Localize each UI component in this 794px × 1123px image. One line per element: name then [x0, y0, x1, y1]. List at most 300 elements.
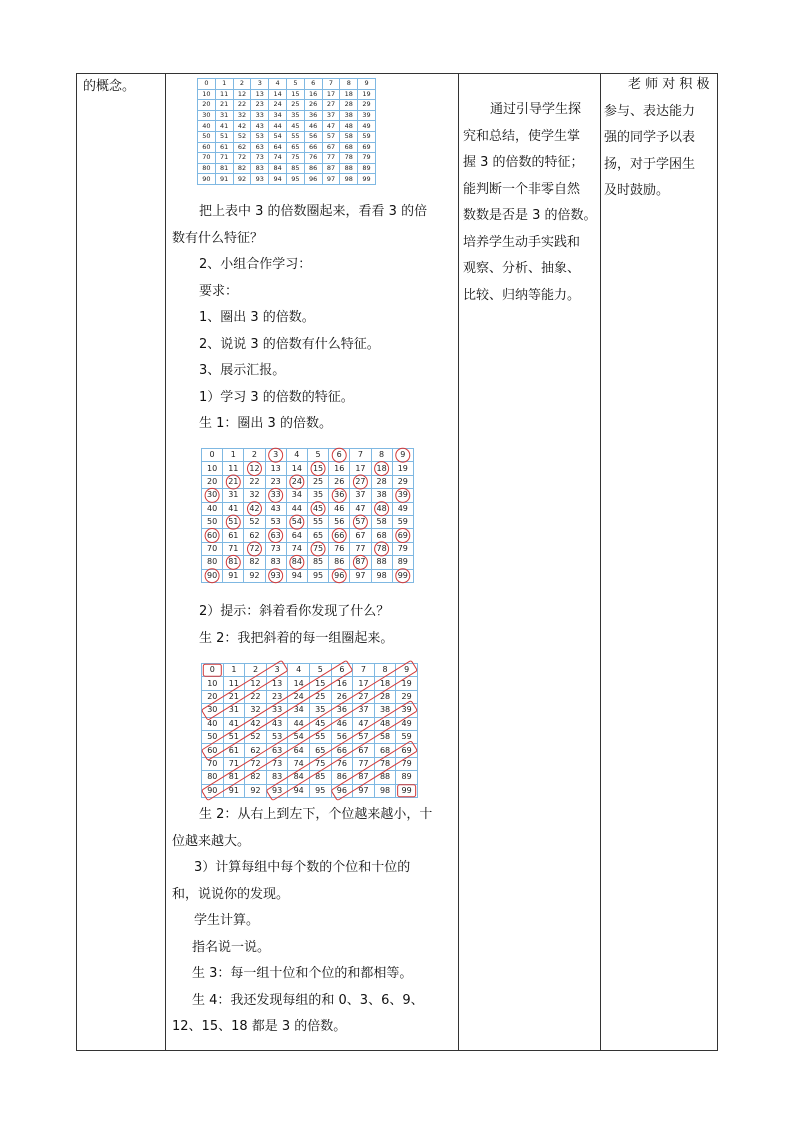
grid-cell: 55	[286, 131, 304, 142]
grid-cell: 46	[331, 717, 353, 730]
grid-cell: 8	[374, 664, 396, 677]
grid-cell: 0	[202, 449, 223, 462]
grid-cell: 89	[396, 771, 418, 784]
grid-cell: 3	[265, 449, 286, 462]
grid-cell: 8	[340, 79, 358, 90]
student-answer: 生 4：我还发现每组的和 0、3、6、9、	[192, 992, 424, 1008]
grid-cell: 94	[286, 569, 307, 582]
grid-cell: 30	[198, 110, 216, 121]
grid-cell: 41	[215, 121, 233, 132]
grid-cell: 29	[396, 690, 418, 703]
grid-cell: 95	[309, 784, 331, 797]
intent-line: 握 3 的倍数的特征；	[463, 155, 584, 170]
instruction-line: 数有什么特征？	[172, 230, 264, 246]
grid-cell: 68	[371, 529, 392, 542]
grid-cell: 92	[245, 784, 267, 797]
grid-cell: 25	[309, 690, 331, 703]
grid-row	[202, 730, 418, 743]
grid-cell: 78	[340, 153, 358, 164]
grid-cell: 40	[202, 502, 223, 515]
grid-row	[202, 556, 414, 569]
grid-cell: 70	[202, 757, 224, 770]
grid-cell: 72	[244, 542, 265, 555]
grid-cell: 39	[392, 489, 413, 502]
grid-cell: 34	[288, 704, 310, 717]
grid-cell: 62	[233, 142, 251, 153]
grid-cell: 22	[233, 100, 251, 111]
grid-cell: 94	[269, 174, 287, 185]
grid-cell: 57	[322, 131, 340, 142]
grid-cell: 13	[266, 677, 288, 690]
grid-cell: 45	[307, 502, 328, 515]
grid-cell: 59	[392, 515, 413, 528]
grid-cell: 38	[371, 489, 392, 502]
grid-cell: 81	[223, 771, 245, 784]
requirement-item: 3、展示汇报。	[199, 363, 286, 378]
grid-cell: 7	[353, 664, 375, 677]
grid-cell: 69	[396, 744, 418, 757]
grid-cell: 53	[265, 515, 286, 528]
grid-cell: 22	[244, 475, 265, 488]
grid-row	[202, 542, 414, 555]
grid-cell: 9	[396, 664, 418, 677]
grid-cell: 1	[215, 79, 233, 90]
grid-row	[202, 489, 414, 502]
grid-row	[198, 89, 376, 100]
grid-cell: 59	[396, 730, 418, 743]
grid-cell: 54	[288, 730, 310, 743]
grid-row	[198, 174, 376, 185]
grid-cell: 88	[374, 771, 396, 784]
grid-cell: 28	[374, 690, 396, 703]
grid-cell: 49	[396, 717, 418, 730]
grid-cell: 21	[223, 690, 245, 703]
grid-cell: 77	[353, 757, 375, 770]
subsection-heading: 3）计算每组中每个数的个位和十位的	[194, 860, 411, 875]
grid-cell: 13	[251, 89, 269, 100]
grid-cell: 74	[286, 542, 307, 555]
grid-cell: 66	[329, 529, 350, 542]
grid-cell: 50	[202, 515, 223, 528]
grid-cell: 48	[340, 121, 358, 132]
grid-cell: 12	[245, 677, 267, 690]
grid-cell: 85	[286, 163, 304, 174]
grid-cell: 75	[307, 542, 328, 555]
grid-cell: 26	[331, 690, 353, 703]
grid-cell: 33	[265, 489, 286, 502]
grid-cell: 44	[286, 502, 307, 515]
grid-cell: 88	[340, 163, 358, 174]
col2-block-c	[172, 802, 454, 1041]
grid-cell: 44	[269, 121, 287, 132]
grid-cell: 7	[322, 79, 340, 90]
grid-cell: 24	[269, 100, 287, 111]
grid-cell: 55	[307, 515, 328, 528]
col3-design-intent	[463, 97, 597, 309]
grid-cell: 76	[304, 153, 322, 164]
grid-row	[202, 717, 418, 730]
grid-cell: 28	[340, 100, 358, 111]
grid-cell: 80	[202, 556, 223, 569]
grid-cell: 15	[309, 677, 331, 690]
column-divider	[600, 74, 601, 1050]
grid-cell: 62	[245, 744, 267, 757]
grid-cell: 2	[233, 79, 251, 90]
subsection-heading: 和，说说你的发现。	[172, 886, 290, 902]
grid-cell: 78	[374, 757, 396, 770]
grid-cell: 47	[350, 502, 371, 515]
grid-cell: 58	[374, 730, 396, 743]
grid-row	[198, 100, 376, 111]
grid-cell: 63	[251, 142, 269, 153]
grid-cell: 62	[244, 529, 265, 542]
grid-row	[202, 502, 414, 515]
grid-cell: 35	[286, 110, 304, 121]
grid-cell: 83	[251, 163, 269, 174]
grid-cell: 98	[340, 174, 358, 185]
grid-cell: 71	[223, 757, 245, 770]
grid-cell: 86	[331, 771, 353, 784]
grid-cell: 25	[307, 475, 328, 488]
grid-cell: 67	[350, 529, 371, 542]
intent-line: 观察、分析、抽象、	[463, 261, 581, 276]
grid-cell: 24	[288, 690, 310, 703]
col2-block-a	[172, 199, 454, 438]
grid-cell: 73	[266, 757, 288, 770]
grid-cell: 16	[331, 677, 353, 690]
grid-cell: 97	[350, 569, 371, 582]
grid-cell: 43	[251, 121, 269, 132]
grid-cell: 46	[329, 502, 350, 515]
grid-cell: 32	[244, 489, 265, 502]
grid-cell: 99	[392, 569, 413, 582]
grid-cell: 88	[371, 556, 392, 569]
grid-cell: 93	[265, 569, 286, 582]
grid-cell: 38	[340, 110, 358, 121]
grid-cell: 23	[251, 100, 269, 111]
intent-line: 数数是否是 3 的倍数。	[463, 208, 597, 223]
grid-cell: 79	[396, 757, 418, 770]
grid-cell: 51	[223, 515, 244, 528]
grid-cell: 65	[309, 744, 331, 757]
grid-row	[198, 121, 376, 132]
grid-cell: 65	[307, 529, 328, 542]
grid-cell: 39	[396, 704, 418, 717]
col2-block-b	[172, 599, 454, 652]
grid-cell: 15	[286, 89, 304, 100]
student-answer: 生 2：从右上到左下，个位越来越小，十	[199, 807, 433, 822]
grid-cell: 60	[198, 142, 216, 153]
grid-cell: 73	[251, 153, 269, 164]
grid-cell: 1	[223, 664, 245, 677]
grid-row	[198, 163, 376, 174]
grid-cell: 52	[245, 730, 267, 743]
grid-cell: 90	[198, 174, 216, 185]
hundred-chart-blank	[197, 78, 376, 185]
grid-cell: 84	[269, 163, 287, 174]
grid-cell: 78	[371, 542, 392, 555]
intent-line: 究和总结，使学生掌	[463, 128, 581, 144]
grid-row	[198, 153, 376, 164]
intent-line: 比较、归纳等能力。	[463, 287, 581, 303]
grid-cell: 19	[358, 89, 376, 100]
grid-cell: 7	[350, 449, 371, 462]
grid-cell: 86	[304, 163, 322, 174]
requirements-label: 要求：	[199, 283, 239, 299]
grid-cell: 23	[265, 475, 286, 488]
grid-cell: 57	[353, 730, 375, 743]
grid-cell: 75	[309, 757, 331, 770]
grid-cell: 42	[244, 502, 265, 515]
hundred-chart-circled	[201, 448, 414, 583]
grid-cell: 45	[309, 717, 331, 730]
grid-cell: 8	[371, 449, 392, 462]
grid-cell: 66	[331, 744, 353, 757]
grid-cell: 4	[286, 449, 307, 462]
grid-cell: 24	[286, 475, 307, 488]
grid-cell: 41	[223, 717, 245, 730]
grid-cell: 5	[309, 664, 331, 677]
subsection-heading: 1）学习 3 的倍数的特征。	[199, 389, 354, 405]
grid-cell: 96	[331, 784, 353, 797]
section-heading: 2、小组合作学习：	[199, 257, 312, 272]
column-divider	[165, 74, 166, 1050]
grid-cell: 45	[286, 121, 304, 132]
grid-cell: 99	[358, 174, 376, 185]
grid-cell: 67	[322, 142, 340, 153]
grid-cell: 29	[358, 100, 376, 111]
grid-cell: 49	[392, 502, 413, 515]
grid-cell: 92	[233, 174, 251, 185]
grid-cell: 89	[392, 556, 413, 569]
grid-cell: 12	[233, 89, 251, 100]
grid-cell: 76	[329, 542, 350, 555]
grid-cell: 91	[215, 174, 233, 185]
grid-cell: 6	[331, 664, 353, 677]
grid-cell: 56	[331, 730, 353, 743]
instruction-line: 把上表中 3 的倍数圈起来，看看 3 的倍	[199, 204, 428, 219]
grid-row	[202, 475, 414, 488]
grid-cell: 36	[329, 489, 350, 502]
grid-cell: 23	[266, 690, 288, 703]
grid-cell: 0	[198, 79, 216, 90]
grid-cell: 40	[202, 717, 224, 730]
grid-cell: 11	[223, 677, 245, 690]
grid-cell: 53	[251, 131, 269, 142]
grid-cell: 59	[358, 131, 376, 142]
eval-line: 扬，对于学困生	[604, 156, 696, 172]
grid-cell: 4	[288, 664, 310, 677]
grid-cell: 94	[288, 784, 310, 797]
grid-row	[202, 784, 418, 797]
grid-cell: 11	[223, 462, 244, 475]
grid-cell: 27	[350, 475, 371, 488]
grid-cell: 69	[392, 529, 413, 542]
grid-cell: 96	[329, 569, 350, 582]
grid-cell: 48	[374, 717, 396, 730]
grid-cell: 82	[233, 163, 251, 174]
grid-cell: 6	[304, 79, 322, 90]
grid-cell: 9	[392, 449, 413, 462]
grid-row	[202, 704, 418, 717]
grid-cell: 64	[286, 529, 307, 542]
grid-cell: 46	[304, 121, 322, 132]
hint-line: 2）提示：斜着看你发现了什么？	[199, 604, 390, 619]
grid-cell: 28	[371, 475, 392, 488]
grid-cell: 71	[223, 542, 244, 555]
col4-evaluation	[604, 72, 714, 205]
grid-cell: 81	[215, 163, 233, 174]
grid-cell: 80	[198, 163, 216, 174]
grid-cell: 32	[245, 704, 267, 717]
grid-cell: 52	[244, 515, 265, 528]
grid-cell: 36	[304, 110, 322, 121]
grid-cell: 30	[202, 489, 223, 502]
grid-cell: 50	[202, 730, 224, 743]
grid-cell: 86	[329, 556, 350, 569]
grid-cell: 42	[233, 121, 251, 132]
grid-cell: 87	[322, 163, 340, 174]
grid-cell: 31	[223, 489, 244, 502]
grid-cell: 36	[331, 704, 353, 717]
grid-cell: 84	[288, 771, 310, 784]
grid-cell: 70	[202, 542, 223, 555]
grid-cell: 60	[202, 744, 224, 757]
grid-cell: 11	[215, 89, 233, 100]
grid-cell: 47	[322, 121, 340, 132]
grid-cell: 10	[202, 677, 224, 690]
grid-cell: 61	[223, 744, 245, 757]
grid-cell: 35	[309, 704, 331, 717]
grid-cell: 3	[251, 79, 269, 90]
grid-cell: 14	[269, 89, 287, 100]
grid-cell: 38	[374, 704, 396, 717]
grid-cell: 34	[269, 110, 287, 121]
grid-cell: 79	[392, 542, 413, 555]
grid-cell: 33	[266, 704, 288, 717]
grid-cell: 44	[288, 717, 310, 730]
grid-cell: 17	[350, 462, 371, 475]
grid-cell: 97	[322, 174, 340, 185]
grid-cell: 31	[215, 110, 233, 121]
grid-cell: 81	[223, 556, 244, 569]
grid-cell: 37	[350, 489, 371, 502]
grid-cell: 20	[198, 100, 216, 111]
grid-cell: 51	[223, 730, 245, 743]
grid-cell: 5	[286, 79, 304, 90]
grid-cell: 37	[322, 110, 340, 121]
concept-text: 的概念。	[83, 79, 136, 94]
eval-line: 及时鼓励。	[604, 183, 670, 198]
hundred-chart-diagonals	[201, 663, 418, 798]
student-answer: 位越来越大。	[172, 833, 251, 849]
grid-cell: 74	[288, 757, 310, 770]
grid-cell: 10	[198, 89, 216, 100]
grid-cell: 14	[288, 677, 310, 690]
grid-cell: 19	[396, 677, 418, 690]
grid-cell: 19	[392, 462, 413, 475]
intent-line: 能判断一个非零自然	[463, 181, 581, 197]
grid-cell: 16	[329, 462, 350, 475]
grid-row	[198, 110, 376, 121]
grid-cell: 25	[286, 100, 304, 111]
grid-cell: 65	[286, 142, 304, 153]
grid-cell: 66	[304, 142, 322, 153]
grid-cell: 52	[233, 131, 251, 142]
grid-cell: 61	[223, 529, 244, 542]
grid-cell: 3	[266, 664, 288, 677]
grid-cell: 93	[266, 784, 288, 797]
grid-cell: 43	[265, 502, 286, 515]
requirement-item: 2、说说 3 的倍数有什么特征。	[199, 336, 380, 352]
grid-cell: 90	[202, 569, 223, 582]
grid-cell: 4	[269, 79, 287, 90]
grid-cell: 82	[244, 556, 265, 569]
grid-cell: 56	[329, 515, 350, 528]
grid-cell: 93	[251, 174, 269, 185]
grid-cell: 83	[265, 556, 286, 569]
grid-cell: 33	[251, 110, 269, 121]
grid-cell: 97	[353, 784, 375, 797]
grid-cell: 35	[307, 489, 328, 502]
grid-cell: 29	[392, 475, 413, 488]
student-answer: 生 2：我把斜着的每一组圈起来。	[199, 630, 394, 646]
grid-cell: 74	[269, 153, 287, 164]
grid-cell: 26	[304, 100, 322, 111]
grid-row	[202, 529, 414, 542]
grid-cell: 10	[202, 462, 223, 475]
grid-cell: 72	[245, 757, 267, 770]
grid-cell: 98	[371, 569, 392, 582]
grid-cell: 2	[245, 664, 267, 677]
grid-cell: 85	[307, 556, 328, 569]
grid-row	[202, 677, 418, 690]
grid-cell: 87	[350, 556, 371, 569]
grid-cell: 87	[353, 771, 375, 784]
grid-cell: 18	[374, 677, 396, 690]
grid-cell: 34	[286, 489, 307, 502]
grid-cell: 85	[309, 771, 331, 784]
student-answer: 生 3：每一组十位和个位的和都相等。	[192, 966, 413, 981]
grid-cell: 39	[358, 110, 376, 121]
intent-line: 通过引导学生探	[490, 102, 582, 117]
grid-cell: 75	[286, 153, 304, 164]
grid-cell: 12	[244, 462, 265, 475]
grid-cell: 47	[353, 717, 375, 730]
student-answer: 生 1：圈出 3 的倍数。	[199, 416, 332, 431]
grid-cell: 43	[266, 717, 288, 730]
column-divider	[458, 74, 459, 1050]
grid-cell: 60	[202, 529, 223, 542]
grid-cell: 22	[245, 690, 267, 703]
grid-cell: 67	[353, 744, 375, 757]
grid-cell: 6	[329, 449, 350, 462]
grid-row	[198, 131, 376, 142]
grid-cell: 37	[353, 704, 375, 717]
grid-cell: 30	[202, 704, 224, 717]
grid-cell: 68	[340, 142, 358, 153]
grid-cell: 69	[358, 142, 376, 153]
grid-cell: 58	[340, 131, 358, 142]
grid-cell: 96	[304, 174, 322, 185]
grid-row	[202, 462, 414, 475]
grid-cell: 1	[223, 449, 244, 462]
grid-cell: 79	[358, 153, 376, 164]
grid-row	[202, 664, 418, 677]
grid-cell: 40	[198, 121, 216, 132]
grid-cell: 31	[223, 704, 245, 717]
grid-cell: 77	[322, 153, 340, 164]
